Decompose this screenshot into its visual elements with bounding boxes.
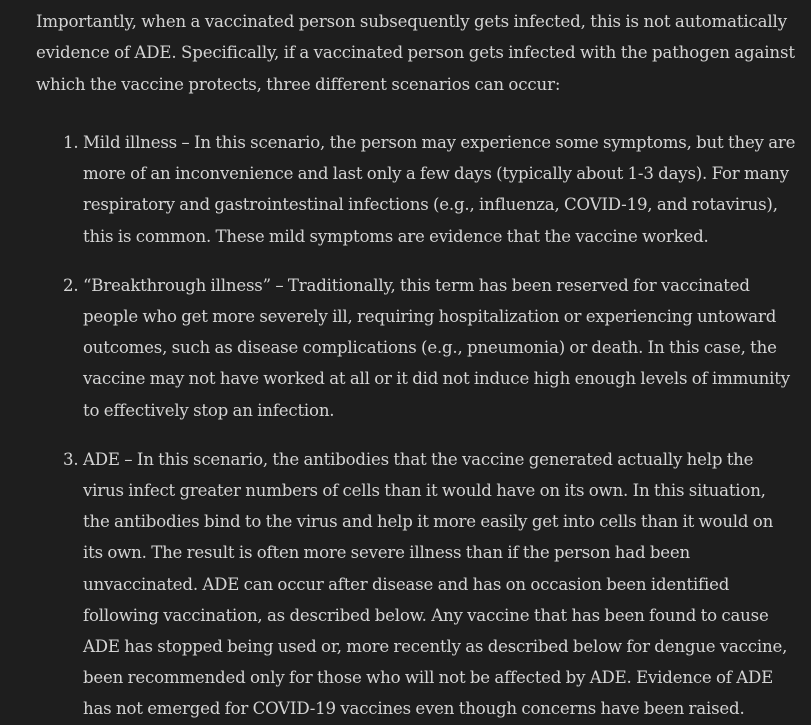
article-body (36, 6, 796, 725)
list-number: 3. (63, 449, 79, 469)
scenario-list (36, 127, 796, 725)
intro-paragraph: Importantly, when a vaccinated person subsequently gets infected, this is not automatically evidence of ADE. Specifically, if a vaccinated person gets infected with the pathogen against which the vaccine protects, three different scenarios can occur: (36, 12, 795, 94)
list-number: 1. (63, 132, 79, 152)
list-item-breakthrough-illness (36, 270, 796, 426)
list-number: 2. (63, 275, 79, 295)
list-item-text: ADE – In this scenario, the antibodies that the vaccine generated actually help the virus infect greater numbers of cells than it would have on its own. In this situation, the antibodies bind to the virus and help it more easily get into cells than it would on its own. The result is often more severe illness than if the person had been unvaccinated. ADE can occur after disease and has on occasion been identified following vaccination, as described below. Any vaccine that has been found to cause ADE has stopped being used or, more recently as described below for dengue vaccine, been recommended only for those who will not be affected by ADE. Evidence of ADE has not emerged for COVID-19 vaccines even though concerns have been raised. (83, 449, 788, 719)
list-item-text: Mild illness – In this scenario, the person may experience some symptoms, but they are more of an inconvenience and last only a few days (typically about 1-3 days). For many respiratory and gastrointestinal infections (e.g., influenza, COVID-19, and rotavirus), this is common. These mild symptoms are evidence that the vaccine worked. (83, 132, 796, 246)
list-item-ade (36, 444, 796, 725)
list-item-text: “Breakthrough illness” – Traditionally, this term has been reserved for vaccinated people who get more severely ill, requiring hospitalization or experiencing untoward outcomes, such as disease complications (e.g., pneumonia) or death. In this case, the vaccine may not have worked at all or it did not induce high enough levels of immunity to effectively stop an infection. (83, 275, 790, 420)
list-item-mild-illness (36, 127, 796, 252)
